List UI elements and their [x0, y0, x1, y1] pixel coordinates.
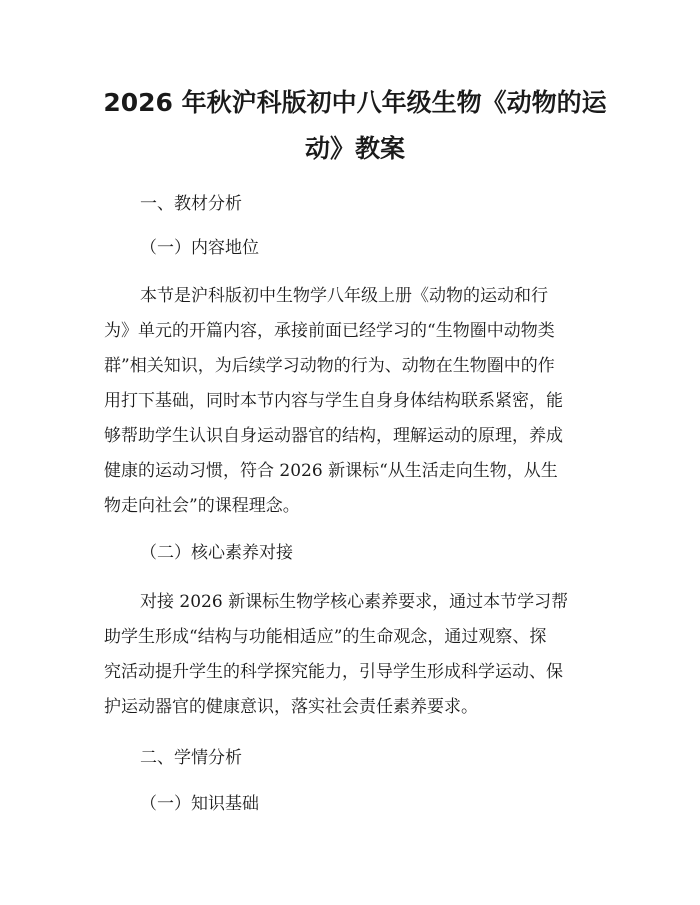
paragraph-line: 助学生形成“结构与功能相适应”的生命观念，通过观察、探 — [104, 627, 547, 647]
paragraph-core-literacy — [104, 585, 604, 725]
paragraph-line: 究活动提升学生的科学探究能力，引导学生形成科学运动、保 — [104, 662, 563, 682]
paragraph-line: 护运动器官的健康意识，落实社会责任素养要求。 — [104, 697, 478, 717]
paragraph-line: 对接 2026 新课标生物学核心素养要求，通过本节学习帮 — [140, 592, 569, 612]
paragraph-content-position — [104, 279, 604, 524]
paragraph-line: 物走向社会”的课程理念。 — [104, 496, 300, 516]
paragraph-line: 群”相关知识，为后续学习动物的行为、动物在生物圈中的作 — [104, 356, 555, 376]
subsection-heading-knowledge-base: （一）知识基础 — [140, 794, 259, 814]
paragraph-line: 用打下基础，同时本节内容与学生自身身体结构联系紧密，能 — [104, 391, 563, 411]
paragraph-line: 够帮助学生认识自身运动器官的结构，理解运动的原理，养成 — [104, 426, 563, 446]
paragraph-line: 健康的运动习惯，符合 2026 新课标“从生活走向生物，从生 — [104, 461, 558, 481]
subsection-heading-content-position: （一）内容地位 — [140, 238, 259, 258]
document-title-line-2: 动》教案 — [304, 134, 405, 163]
subsection-heading-core-literacy: （二）核心素养对接 — [140, 543, 293, 563]
section-heading-teaching-material: 一、教材分析 — [140, 194, 242, 214]
paragraph-line: 本节是沪科版初中生物学八年级上册《动物的运动和行 — [140, 286, 548, 306]
paragraph-line: 为》单元的开篇内容，承接前面已经学习的“生物圈中动物类 — [104, 321, 555, 341]
section-heading-learner-analysis: 二、学情分析 — [140, 748, 242, 768]
document-title-line-1: 2026 年秋沪科版初中八年级生物《动物的运 — [103, 88, 607, 117]
